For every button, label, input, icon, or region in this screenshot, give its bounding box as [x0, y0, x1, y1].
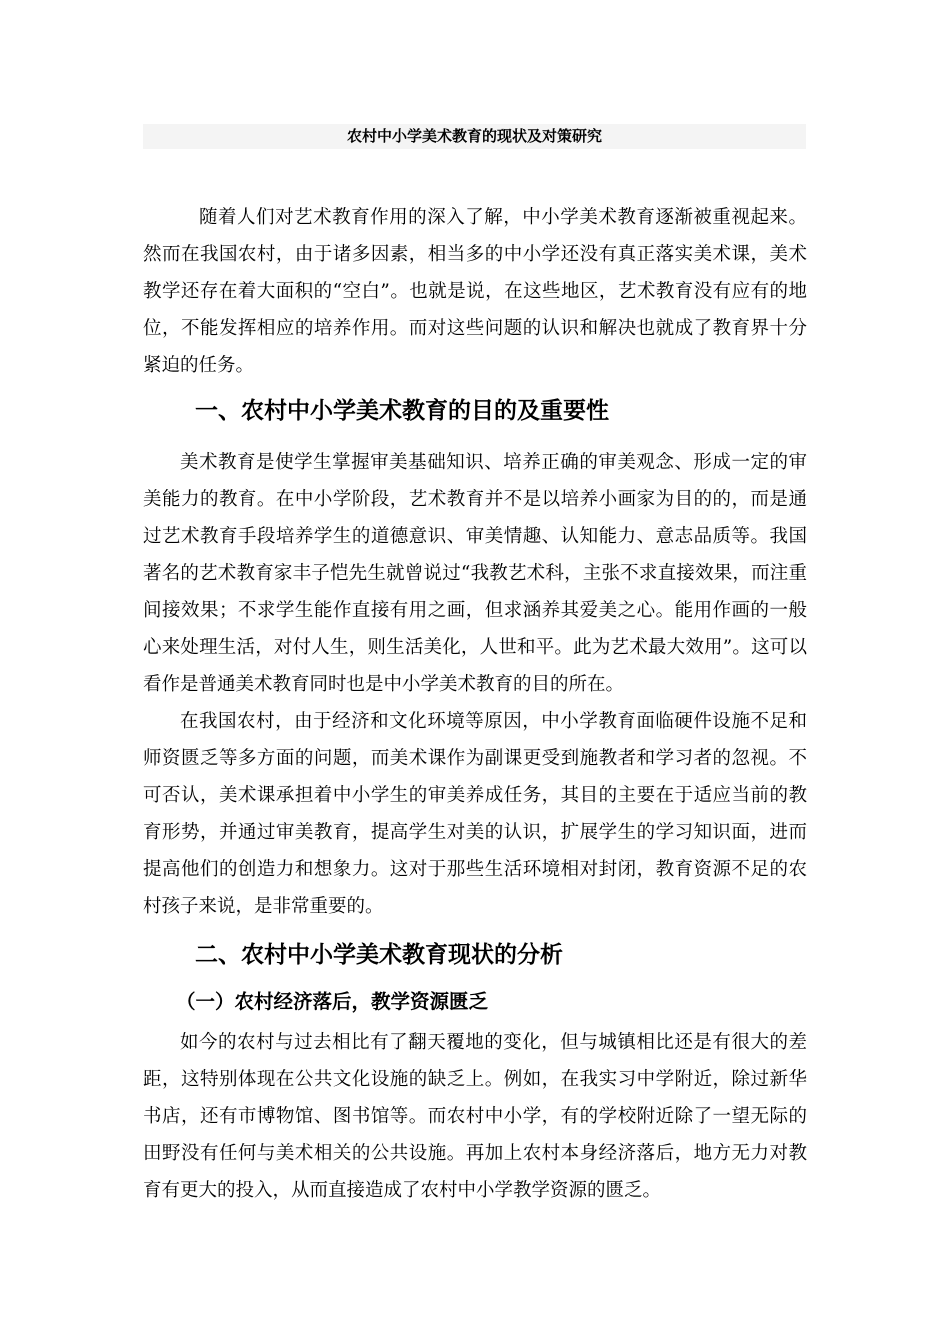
subsection-1-heading: （一）农村经济落后，教学资源匮乏: [176, 990, 489, 1013]
subsection-1-paragraph: 如今的农村与过去相比有了翻天覆地的变化，但与城镇相比还是有很大的差距，这特别体现在公共文化设施的缺乏上。例如，在我实习中学附近，除过新华书店，还有市博物馆、图书馆等。而农村中小学，有的学校附近除了一望无际的田野没有任何与美术相关的公共设施。再加上农村本身经济落后，地方无力对教育有更大的投入，从而直接造成了农村中小学教学资源的匮乏。: [143, 1032, 807, 1201]
intro-paragraph: 随着人们对艺术教育作用的深入了解，中小学美术教育逐渐被重视起来。然而在我国农村，由于诸多因素，相当多的中小学还没有真正落实美术课，美术教学还存在着大面积的“空白”。也就是说，在这些地区，艺术教育没有应有的地位，不能发挥相应的培养作用。而对这些问题的认识和解决也就成了教育界十分紧迫的任务。: [143, 207, 807, 376]
section-2-heading: 二、农村中小学美术教育现状的分析: [195, 942, 563, 968]
section-1-paragraph-1: 美术教育是使学生掌握审美基础知识、培养正确的审美观念、形成一定的审美能力的教育。在中小学阶段，艺术教育并不是以培养小画家为目的的，而是通过艺术教育手段培养学生的道德意识、审美情趣、认知能力、意志品质等。我国著名的艺术教育家丰子恺先生就曾说过“我教艺术科，主张不求直接效果，而注重间接效果；不求学生能作直接有用之画，但求涵养其爱美之心。能用作画的一般心来处理生活，对付人生，则生活美化，人世和平。此为艺术最大效用”。这可以看作是普通美术教育同时也是中小学美术教育的目的所在。: [143, 452, 807, 695]
section-1-paragraph-2: 在我国农村，由于经济和文化环境等原因，中小学教育面临硬件设施不足和师资匮乏等多方面的问题，而美术课作为副课更受到施教者和学习者的忽视。不可否认，美术课承担着中小学生的审美养成任务，其目的主要在于适应当前的教育形势，并通过审美教育，提高学生对美的认识，扩展学生的学习知识面，进而提高他们的创造力和想象力。这对于那些生活环境相对封闭，教育资源不足的农村孩子来说，是非常重要的。: [143, 711, 807, 917]
document-title: 农村中小学美术教育的现状及对策研究: [143, 124, 806, 149]
section-1-heading: 一、农村中小学美术教育的目的及重要性: [195, 398, 609, 424]
